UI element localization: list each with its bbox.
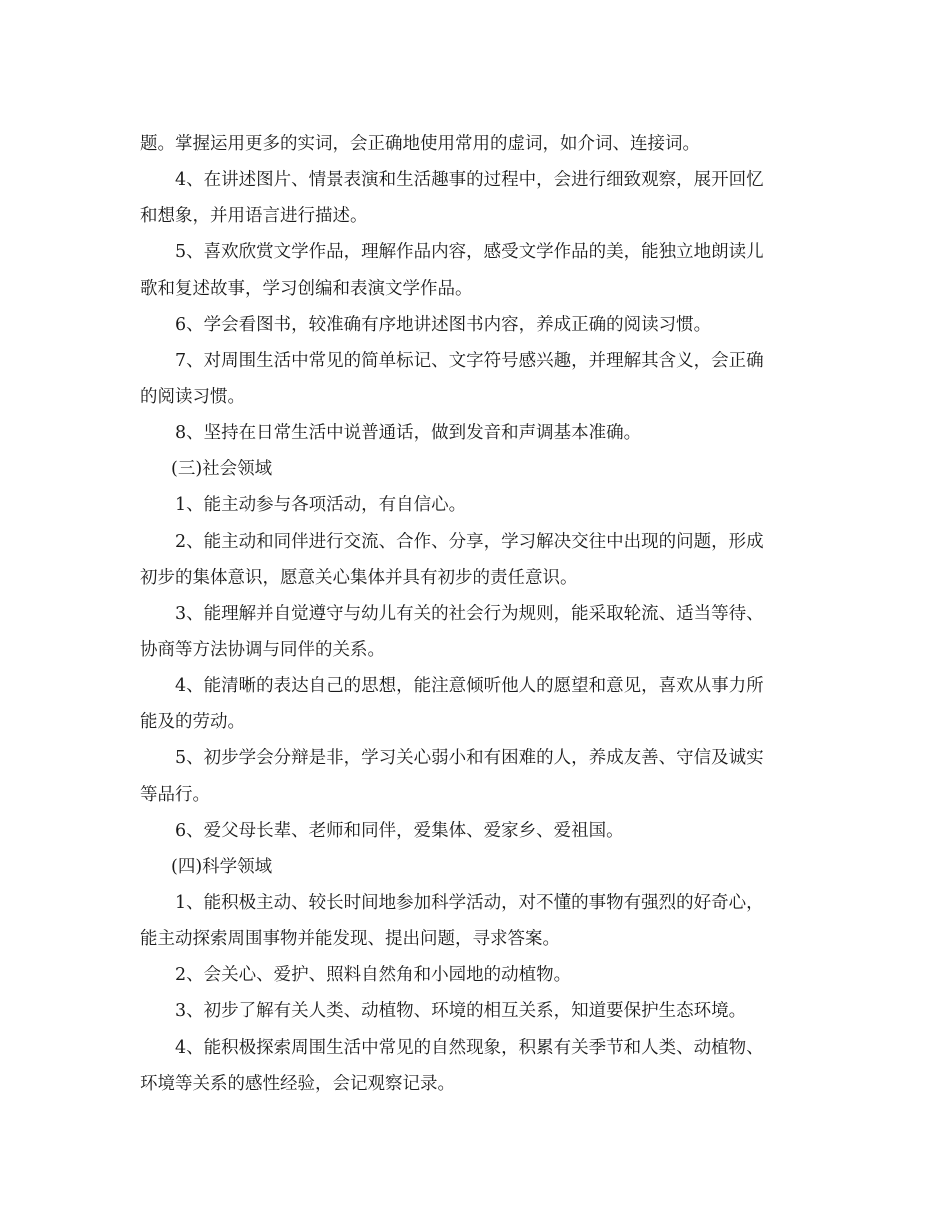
paragraph-line: 题。掌握运用更多的实词，会正确地使用常用的虚词，如介词、连接词。 <box>140 134 700 154</box>
paragraph-line: 1、能积极主动、较长时间地参加科学活动，对不懂的事物有强烈的好奇心， <box>175 892 764 913</box>
paragraph-line: 5、初步学会分辩是非，学习关心弱小和有困难的人，养成友善、守信及诚实 <box>175 748 764 769</box>
paragraph-line: 初步的集体意识，愿意关心集体并具有初步的责任意识。 <box>140 567 578 588</box>
paragraph-line: 5、喜欢欣赏文学作品，理解作品内容，感受文学作品的美，能独立地朗读儿 <box>175 242 764 263</box>
paragraph-line: 2、能主动和同伴进行交流、合作、分享，学习解决交往中出现的问题，形成 <box>175 531 764 552</box>
paragraph-line: 的阅读习惯。 <box>140 386 245 407</box>
paragraph-line: 能及的劳动。 <box>140 712 245 733</box>
paragraph-line: 2、会关心、爱护、照料自然角和小园地的动植物。 <box>175 965 572 986</box>
paragraph-line: 能主动探索周围事物并能发现、提出问题，寻求答案。 <box>140 929 560 950</box>
paragraph-line: 歌和复述故事，学习创编和表演文学作品。 <box>140 278 473 299</box>
section-heading: (四)科学领域 <box>171 856 273 877</box>
paragraph-line: 等品行。 <box>140 784 210 805</box>
paragraph-line: 8、坚持在日常生活中说普通话，做到发音和声调基本准确。 <box>175 423 642 444</box>
document-body <box>140 126 812 1102</box>
paragraph-line: 6、爱父母长辈、老师和同伴，爱集体、爱家乡、爱祖国。 <box>175 820 624 841</box>
paragraph-line: 环境等关系的感性经验，会记观察记录。 <box>140 1073 455 1094</box>
paragraph-line: 4、能积极探索周围生活中常见的自然现象，积累有关季节和人类、动植物、 <box>175 1037 764 1058</box>
paragraph-line: 1、能主动参与各项活动，有自信心。 <box>175 495 467 516</box>
paragraph-line: 4、在讲述图片、情景表演和生活趣事的过程中，会进行细致观察，展开回忆 <box>175 170 764 191</box>
paragraph-line: 和想象，并用语言进行描述。 <box>140 206 368 227</box>
paragraph-line: 3、初步了解有关人类、动植物、环境的相互关系，知道要保护生态环境。 <box>175 1001 747 1022</box>
paragraph-line: 3、能理解并自觉遵守与幼儿有关的社会行为规则，能采取轮流、适当等待、 <box>175 603 764 624</box>
paragraph-line: 协商等方法协调与同伴的关系。 <box>140 639 385 660</box>
paragraph-line: 4、能清晰的表达自己的思想，能注意倾听他人的愿望和意见，喜欢从事力所 <box>175 676 764 697</box>
paragraph-line: 6、学会看图书，较准确有序地讲述图书内容，养成正确的阅读习惯。 <box>175 314 712 335</box>
paragraph-line: 7、对周围生活中常见的简单标记、文字符号感兴趣，并理解其含义，会正确 <box>175 350 764 371</box>
section-heading: (三)社会领域 <box>171 459 273 480</box>
